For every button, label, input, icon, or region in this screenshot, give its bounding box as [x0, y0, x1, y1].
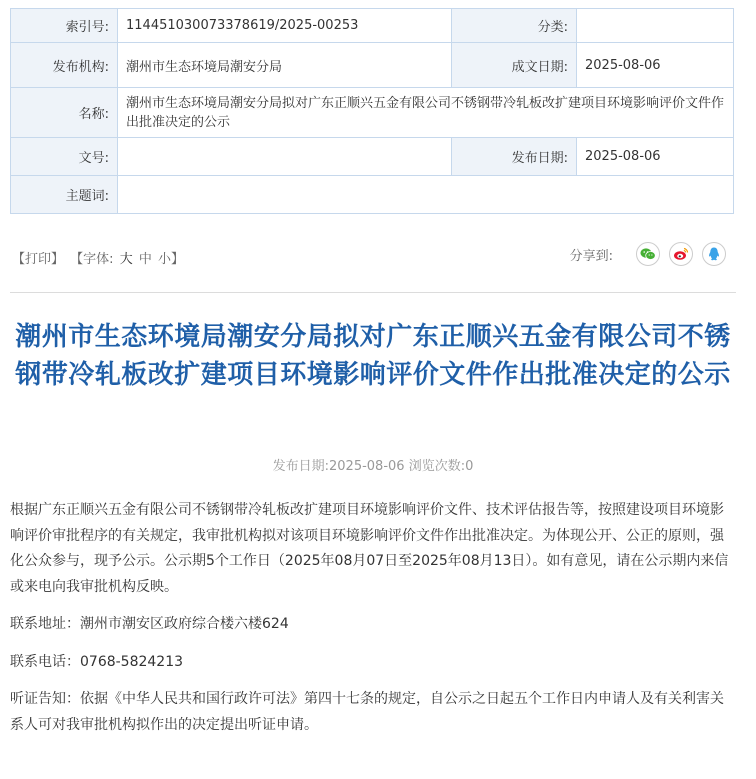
article-body: [10, 498, 732, 750]
pub-date-value: 2025-08-06: [329, 459, 405, 474]
name-label: 名称:: [11, 88, 118, 138]
body-paragraph-phone: 联系电话：0768-5824213: [10, 653, 184, 670]
created-date-label: 成文日期:: [452, 43, 577, 88]
font-small-button[interactable]: 小】: [158, 252, 185, 267]
docno-value: [118, 138, 452, 176]
pubdate-label: 发布日期:: [452, 138, 577, 176]
metadata-table: [10, 8, 734, 214]
created-date-value: 2025-08-06: [577, 43, 734, 88]
body-paragraph-notice: 根据广东正顺兴五金有限公司不锈钢带冷轧板改扩建项目环境影响评价文件、技术评估报告等，按照建设项目环境影响评价审批程序的有关规定，我审批机构拟对该项目环境影响评价文件作出批准决定。为体现公开、公正的原则，强化公众参与，现予公示。公示期5个工作日（2025年08月07日至2025年08月13日）。如有意见，请在公示期内来信或来电向我审批机构反映。: [10, 502, 729, 595]
article-pub-info: [10, 455, 736, 474]
wechat-icon[interactable]: [636, 242, 660, 266]
body-paragraph-hearing: 听证告知：依据《中华人民共和国行政许可法》第四十七条的规定，自公示之日起五个工作日内申请人及有关利害关系人可对我审批机构拟作出的决定提出听证申请。: [10, 691, 724, 733]
article-title: 潮州市生态环境局潮安分局拟对广东正顺兴五金有限公司不锈钢带冷轧板改扩建项目环境影响评价文件作出批准决定的公示: [15, 322, 731, 390]
qq-icon[interactable]: [702, 242, 726, 266]
pub-date-label: 发布日期:: [272, 459, 329, 474]
toolbar-divider: [10, 292, 736, 293]
name-value: 潮州市生态环境局潮安分局拟对广东正顺兴五金有限公司不锈钢带冷轧板改扩建项目环境影响评价文件作出批准决定的公示: [118, 88, 734, 138]
body-paragraph-address: 联系地址：潮州市潮安区政府综合楼六楼624: [10, 616, 289, 632]
article-toolbar: [10, 236, 726, 276]
subject-value: [118, 176, 734, 214]
index-value: 114451030073378619/2025-00253: [118, 9, 452, 43]
share-label: 分享到:: [569, 248, 613, 264]
meta-row-index: [11, 9, 734, 43]
publisher-label: 发布机构:: [11, 43, 118, 88]
font-medium-button[interactable]: 中: [138, 252, 152, 267]
font-size-prefix: 【字体:: [70, 252, 114, 267]
docno-label: 文号:: [11, 138, 118, 176]
share-bar: [570, 242, 726, 266]
category-value: [577, 9, 734, 43]
font-large-button[interactable]: 大: [119, 252, 133, 267]
print-button[interactable]: 【打印】: [12, 252, 65, 267]
meta-row-publisher: [11, 43, 734, 88]
weibo-icon[interactable]: [669, 242, 693, 266]
views-value: 0: [465, 459, 474, 474]
index-label: 索引号:: [11, 9, 118, 43]
meta-row-docno: [11, 138, 734, 176]
pubdate-value: 2025-08-06: [577, 138, 734, 176]
toolbar-left: [12, 248, 186, 267]
meta-row-name: [11, 88, 734, 138]
category-label: 分类:: [452, 9, 577, 43]
subject-label: 主题词:: [11, 176, 118, 214]
views-label: 浏览次数:: [408, 459, 466, 474]
publisher-value: 潮州市生态环境局潮安分局: [118, 43, 452, 88]
meta-row-subject: [11, 176, 734, 214]
